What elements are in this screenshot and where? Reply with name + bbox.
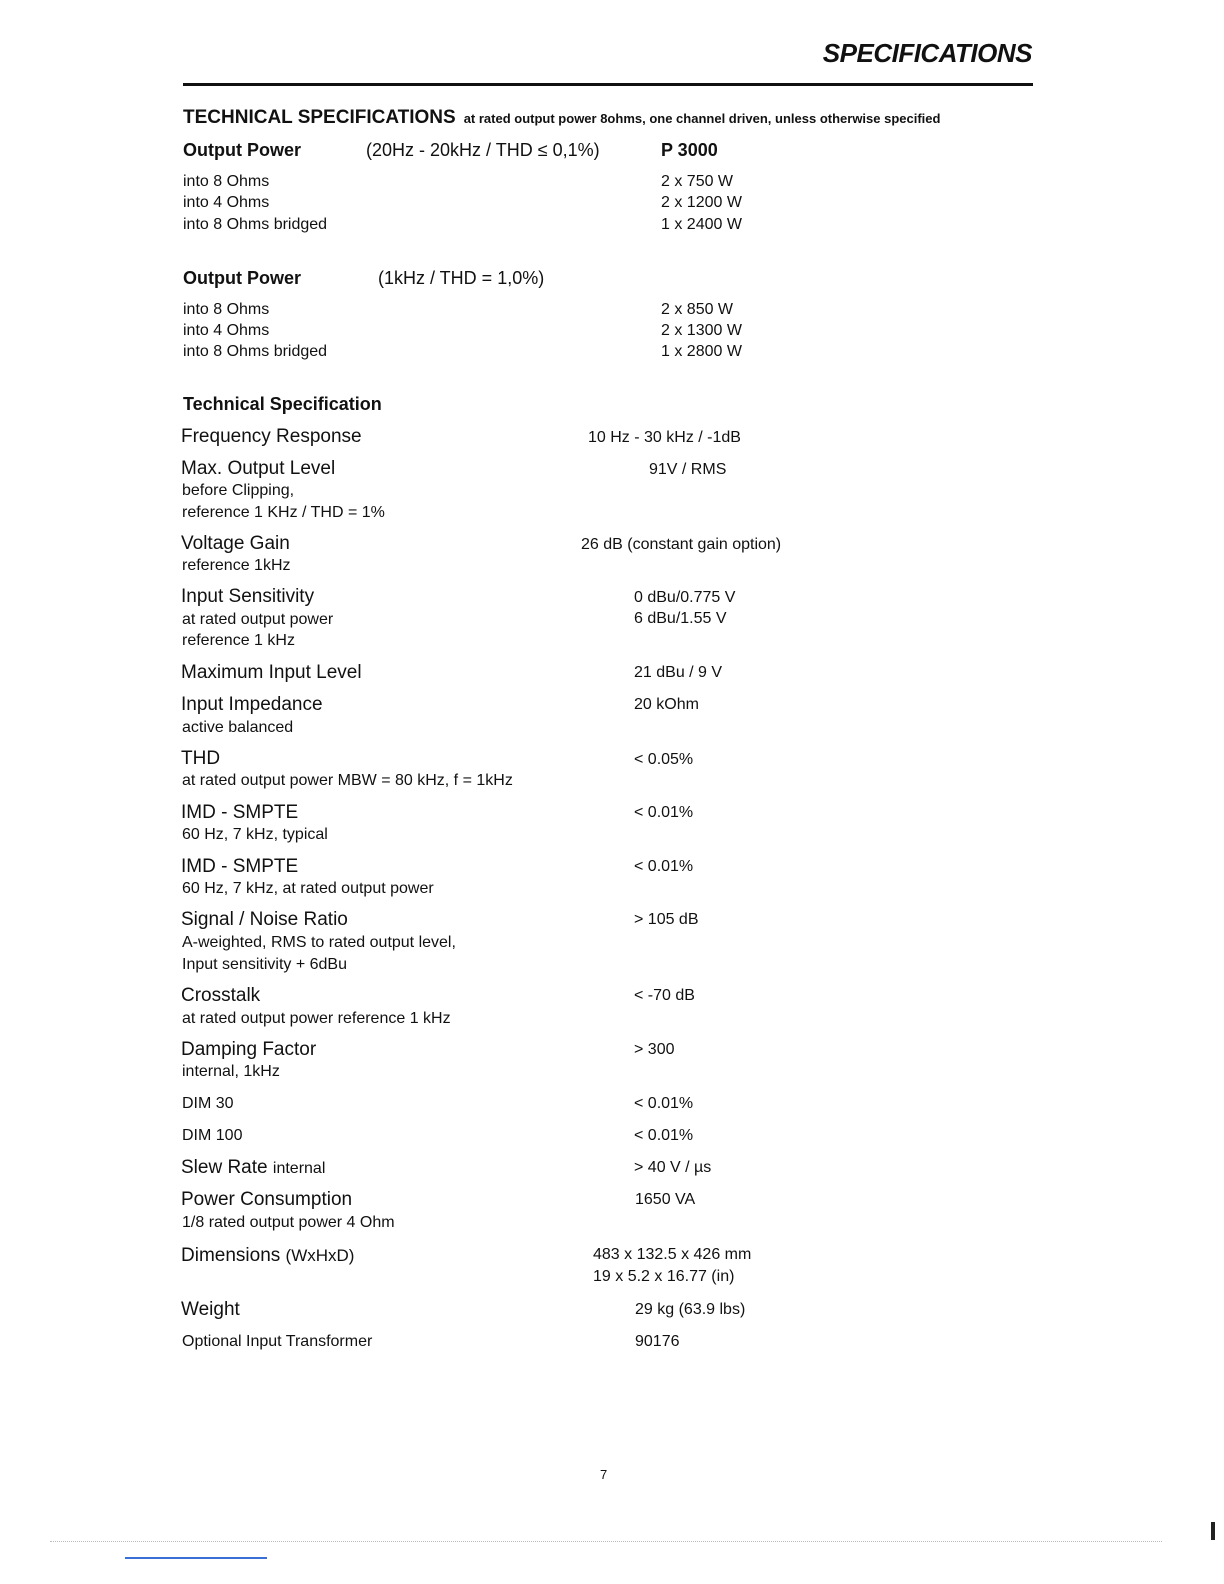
spec-value: > 300	[634, 1041, 675, 1058]
spec-value-secondary: 19 x 5.2 x 16.77 (in)	[593, 1268, 735, 1285]
op1-row-value: 2 x 1200 W	[661, 194, 742, 211]
op2-row-value: 2 x 850 W	[661, 301, 734, 318]
spec-sublabel: at rated output power MBW = 80 kHz, f = 1kHz	[182, 772, 513, 789]
output-power-1-heading: Output Power	[183, 140, 301, 160]
technical-specifications-title: TECHNICAL SPECIFICATIONS	[183, 107, 456, 128]
edge-mark	[1211, 1522, 1215, 1540]
spec-sublabel: active balanced	[182, 719, 294, 736]
spec-value: 10 Hz - 30 kHz / -1dB	[588, 429, 741, 446]
spec-label: Input Sensitivity	[181, 586, 315, 607]
spec-value: 0 dBu/0.775 V	[634, 589, 736, 606]
page-title: SPECIFICATIONS	[822, 38, 1032, 68]
spec-value: < 0.01%	[634, 804, 694, 821]
op1-row-label: into 4 Ohms	[183, 194, 270, 211]
spec-sublabel: at rated output power reference 1 kHz	[182, 1010, 451, 1027]
output-power-2-condition: (1kHz / THD = 1,0%)	[378, 268, 545, 288]
spec-value: 91V / RMS	[649, 461, 727, 478]
spec-value: 1650 VA	[635, 1191, 696, 1208]
technical-specifications-heading	[183, 107, 940, 129]
spec-label: Frequency Response	[181, 426, 362, 447]
spec-sublabel: 60 Hz, 7 kHz, typical	[182, 826, 328, 843]
op2-row-label: into 8 Ohms bridged	[183, 343, 328, 360]
spec-value: < 0.01%	[634, 858, 694, 875]
spec-sublabel: reference 1 KHz / THD = 1%	[182, 504, 385, 521]
spec-value: 483 x 132.5 x 426 mm	[593, 1246, 752, 1263]
spec-sublabel: 1/8 rated output power 4 Ohm	[182, 1214, 395, 1231]
spec-label	[181, 1245, 354, 1267]
spec-sublabel: Input sensitivity + 6dBu	[182, 956, 347, 973]
spec-value: 26 dB (constant gain option)	[581, 536, 782, 553]
spec-label: Crosstalk	[181, 985, 261, 1006]
spec-sublabel: at rated output power	[182, 611, 334, 628]
spec-label: Weight	[181, 1299, 240, 1320]
technical-specifications-note: at rated output power 8ohms, one channel driven, unless otherwise specified	[463, 111, 941, 126]
spec-label: DIM 100	[182, 1127, 243, 1144]
spec-label: Input Impedance	[181, 694, 323, 715]
spec-sublabel: reference 1kHz	[182, 557, 291, 574]
spec-value: > 105 dB	[634, 911, 699, 928]
spec-value: < 0.01%	[634, 1095, 694, 1112]
spec-value-secondary: 6 dBu/1.55 V	[634, 610, 727, 627]
op1-row-value: 1 x 2400 W	[661, 216, 742, 233]
model-name: P 3000	[661, 140, 718, 160]
slew-rate-suffix: internal	[272, 1160, 326, 1177]
dimensions-label: Dimensions	[181, 1245, 281, 1266]
slew-rate-label: Slew Rate	[181, 1157, 268, 1178]
spec-value: < 0.05%	[634, 751, 694, 768]
spec-sublabel: before Clipping,	[182, 482, 295, 499]
spec-sublabel: 60 Hz, 7 kHz, at rated output power	[182, 880, 434, 897]
spec-sublabel: reference 1 kHz	[182, 632, 295, 649]
spec-label: Signal / Noise Ratio	[181, 909, 348, 930]
spec-value: 90176	[635, 1333, 680, 1350]
output-power-1-condition: (20Hz - 20kHz / THD ≤ 0,1%)	[366, 140, 600, 160]
spec-value: 29 kg (63.9 lbs)	[635, 1301, 746, 1318]
op2-row-label: into 4 Ohms	[183, 322, 270, 339]
spec-label: Max. Output Level	[181, 458, 336, 479]
spec-value: < 0.01%	[634, 1127, 694, 1144]
spec-label: IMD - SMPTE	[181, 856, 299, 877]
spec-sublabel: A-weighted, RMS to rated output level,	[182, 934, 456, 951]
spec-label: Power Consumption	[181, 1189, 353, 1210]
spec-value: 21 dBu / 9 V	[634, 664, 723, 681]
spec-value: 20 kOhm	[634, 696, 699, 713]
op1-row-label: into 8 Ohms bridged	[183, 216, 328, 233]
spec-value: < -70 dB	[634, 987, 695, 1004]
footer-blue-line	[125, 1557, 267, 1559]
output-power-2-heading: Output Power	[183, 268, 301, 288]
footer-dotted-line	[50, 1541, 1162, 1542]
spec-label: DIM 30	[182, 1095, 234, 1112]
op2-row-label: into 8 Ohms	[183, 301, 270, 318]
page-number: 7	[600, 1467, 608, 1482]
spec-sublabel: internal, 1kHz	[182, 1063, 280, 1080]
technical-specification-heading: Technical Specification	[183, 394, 382, 414]
op2-row-value: 2 x 1300 W	[661, 322, 742, 339]
spec-label: IMD - SMPTE	[181, 802, 299, 823]
spec-label: THD	[181, 748, 221, 769]
spec-label: Damping Factor	[181, 1039, 317, 1060]
spec-label: Optional Input Transformer	[182, 1333, 373, 1350]
header-rule	[183, 83, 1033, 86]
spec-value: > 40 V / µs	[634, 1159, 712, 1176]
dimensions-suffix: (WxHxD)	[285, 1246, 355, 1265]
op1-row-value: 2 x 750 W	[661, 173, 734, 190]
op1-row-label: into 8 Ohms	[183, 173, 270, 190]
spec-label	[181, 1157, 325, 1179]
op2-row-value: 1 x 2800 W	[661, 343, 742, 360]
spec-label: Maximum Input Level	[181, 662, 362, 683]
spec-label: Voltage Gain	[181, 533, 290, 554]
